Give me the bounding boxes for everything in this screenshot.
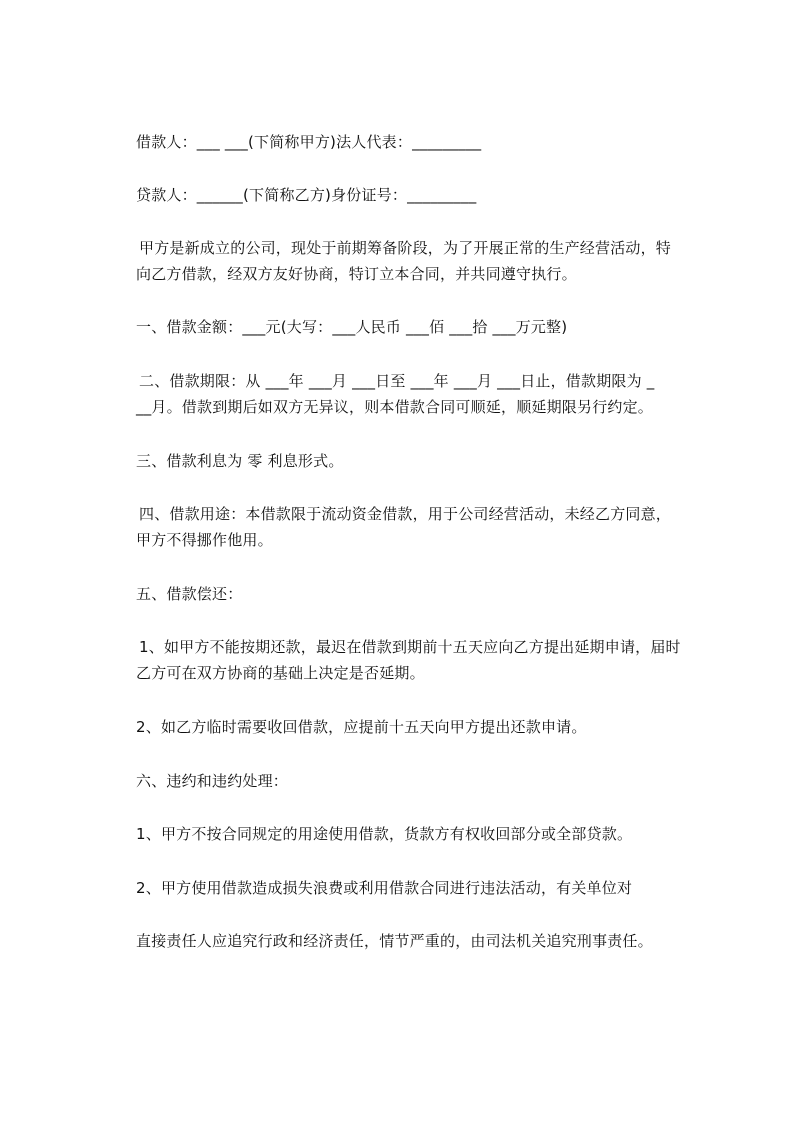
clause-3-interest: 三、借款利息为 零 利息形式。 [136,452,344,470]
intro-paragraph-line-2: 向乙方借款，经双方友好协商，特订立本合同，并共同遵守执行。 [136,265,577,283]
clause-2-line-1: 二、借款期限：从 ___年 ___月 ___日至 ___年 ___月 ___日止，借款期限为 _ [139,372,655,390]
clause-4-line-1: 四、借款用途：本借款限于流动资金借款，用于公司经营活动，未经乙方同意， [139,505,672,523]
clause-4-line-2: 甲方不得挪作他用。 [136,531,273,549]
clause-6-item-2-line-1: 2、甲方使用借款造成损失浪费或利用借款合同进行违法活动，有关单位对 [136,879,633,897]
clause-5-item-1-line-1: 1、如甲方不能按期还款，最迟在借款到期前十五天应向乙方提出延期申请，届时 [139,638,681,656]
clause-6-item-1: 1、甲方不按合同规定的用途使用借款，货款方有权收回部分或全部贷款。 [136,825,633,843]
clause-1-loan-amount: 一、借款金额：___元(大写：___人民币 ___佰 ___拾 ___万元整) [136,318,568,336]
clause-5-item-1-line-2: 乙方可在双方协商的基础上决定是否延期。 [136,664,425,682]
clause-2-line-2: __月。借款到期后如双方无异议，则本借款合同可顺延，顺延期限另行约定。 [136,398,654,416]
clause-6-item-2-line-2: 直接责任人应追究行政和经济责任，情节严重的，由司法机关追究刑事责任。 [136,932,653,950]
clause-5-item-2: 2、如乙方临时需要收回借款，应提前十五天向甲方提出还款申请。 [136,718,587,736]
lender-line: 贷款人：______(下简称乙方)身份证号：_________ [136,186,477,204]
clause-5-title: 五、借款偿还： [136,585,243,603]
borrower-line: 借款人：___ ___(下简称甲方)法人代表：_________ [136,133,482,151]
clause-6-title: 六、违约和违约处理： [136,772,289,790]
intro-paragraph-line-1: 甲方是新成立的公司，现处于前期筹备阶段，为了开展正常的生产经营活动，特 [139,239,672,257]
